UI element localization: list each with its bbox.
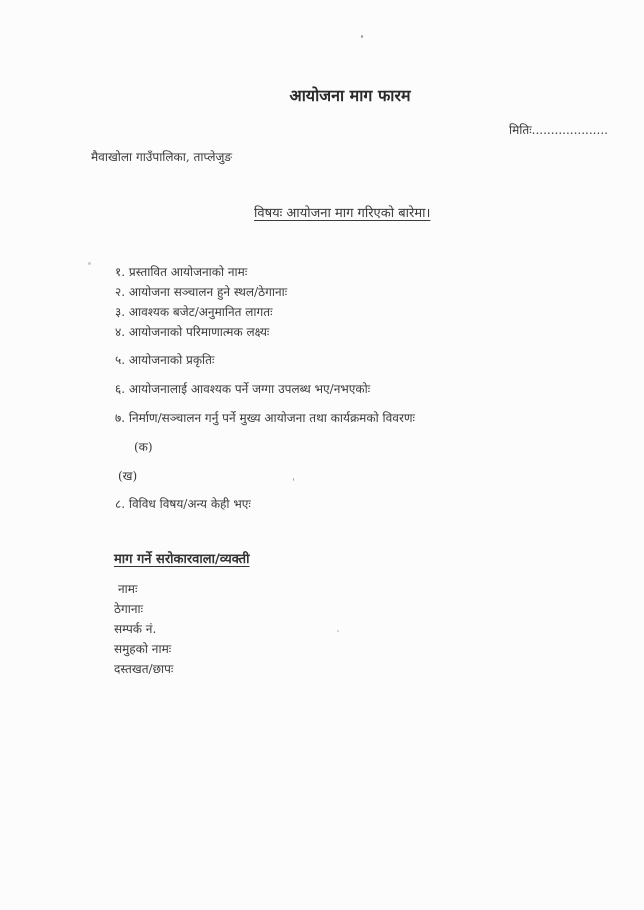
scan-speck [337,630,339,632]
scan-speck [88,262,91,265]
date-field: मितिः.................... [509,123,608,137]
requester-group-field: समुहको नामः [114,642,172,656]
requester-contact-field: सम्पर्क नं. [114,622,157,636]
requester-name-field: नामः [118,582,138,596]
item-miscellaneous: ८. विविध विषय/अन्य केही भएः [115,497,251,511]
scan-speck [361,35,363,38]
scan-speck [293,478,294,481]
item-program-details: ७. निर्माण/सञ्चालन गर्नु पर्ने मुख्य आयोजना तथा कार्यक्रमको विवरणः [115,411,415,425]
item-project-budget: ३. आवश्यक बजेट/अनुमानित लागतः [115,305,273,319]
item-project-name: १. प्रस्तावित आयोजनाको नामः [115,265,248,279]
item-project-nature: ५. आयोजनाको प्रकृतिः [115,353,215,367]
form-title: आयोजना माग फारम [289,86,411,105]
requester-signature-field: दस्तखत/छापः [114,662,174,676]
requester-address-field: ठेगानाः [114,602,144,616]
item-project-target: ४. आयोजनाको परिमाणात्मक लक्ष्यः [115,325,270,339]
requester-heading: माग गर्ने सरोकारवाला/व्यक्ती [114,552,250,567]
office-address: मैवाखोला गाउँपालिका, ताप्लेजुङ [91,150,233,164]
item-sub-kha: (ख) [118,469,138,483]
item-sub-ka: (क) [134,440,153,454]
item-land-availability: ६. आयोजनालाई आवश्यक पर्ने जग्गा उपलब्ध भए/नभएकोः [115,382,371,396]
item-project-location: २. आयोजना सञ्चालन हुने स्थल/ठेगानाः [115,285,288,299]
subject-line: विषयः आयोजना माग गरिएको बारेमा। [254,206,431,221]
